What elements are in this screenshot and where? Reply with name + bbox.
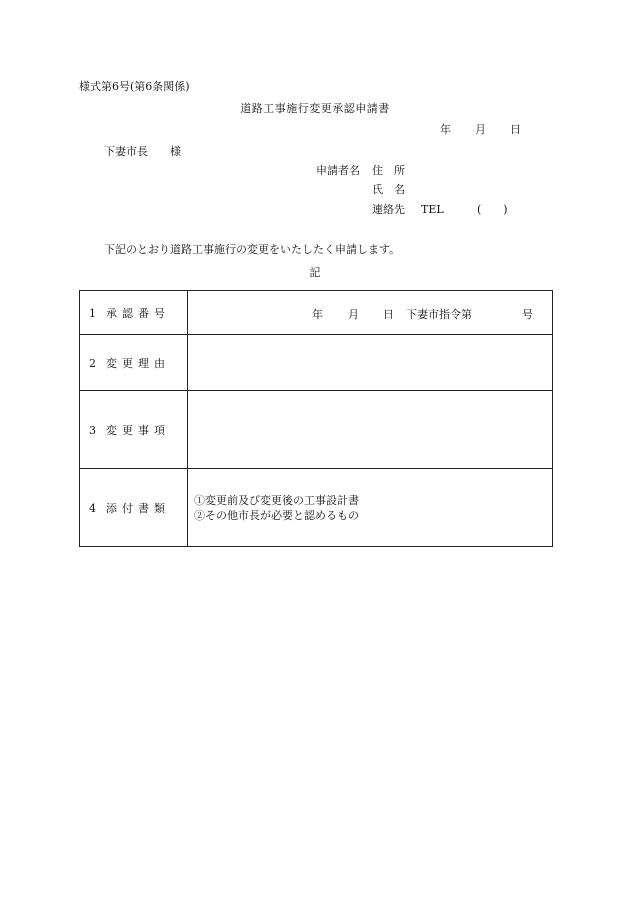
name-label: 氏 名 xyxy=(372,183,405,196)
approval-number-suffix: 号 xyxy=(522,308,533,321)
addressee: 下妻市長 様 xyxy=(104,145,181,158)
form-number: 様式第6号(第6条関係) xyxy=(79,80,190,93)
row-number: 4 xyxy=(89,501,96,515)
ki-heading: 記 xyxy=(309,266,321,279)
approval-year: 年 xyxy=(312,308,323,321)
attachment-item: ①変更前及び変更後の工事設計書 xyxy=(194,493,359,507)
date-day: 日 xyxy=(510,123,521,136)
contact-label: 連絡先 xyxy=(372,203,405,216)
table-row-change-reason xyxy=(80,335,553,391)
row-label-text: 承認番号 xyxy=(106,306,170,320)
table-row-approval-number xyxy=(80,291,553,335)
attachments-cell xyxy=(188,469,553,547)
row-label xyxy=(80,291,188,335)
change-reason-cell xyxy=(188,335,553,391)
row-label-text: 添付書類 xyxy=(106,501,170,515)
table-row-change-items xyxy=(80,391,553,469)
address-label: 住 所 xyxy=(372,164,405,177)
row-number: 1 xyxy=(89,306,96,320)
row-label xyxy=(80,335,188,391)
date-month: 月 xyxy=(475,123,486,136)
application-date xyxy=(440,123,521,137)
application-table xyxy=(79,290,553,547)
approval-month: 月 xyxy=(348,308,359,321)
row-label xyxy=(80,469,188,547)
attachment-item: ②その他市長が必要と認めるもの xyxy=(194,508,359,522)
approval-number-cell xyxy=(188,291,553,335)
applicant-name-label: 申請者名 xyxy=(316,164,360,177)
tel-area-code: ( ) xyxy=(477,203,508,216)
tel-label: TEL xyxy=(421,203,444,216)
row-label-text: 変更事項 xyxy=(106,423,170,437)
change-items-cell xyxy=(188,391,553,469)
date-year: 年 xyxy=(440,123,451,136)
row-number: 2 xyxy=(89,356,96,370)
row-label-text: 変更理由 xyxy=(106,356,170,370)
row-label xyxy=(80,391,188,469)
approval-day: 日 xyxy=(383,308,394,321)
request-statement: 下記のとおり道路工事施行の変更をいたしたく申請します。 xyxy=(104,243,401,256)
table-row-attachments xyxy=(80,469,553,547)
document-title: 道路工事施行変更承認申請書 xyxy=(240,102,390,115)
row-number: 3 xyxy=(89,423,96,437)
approval-issuer: 下妻市指令第 xyxy=(406,308,472,321)
